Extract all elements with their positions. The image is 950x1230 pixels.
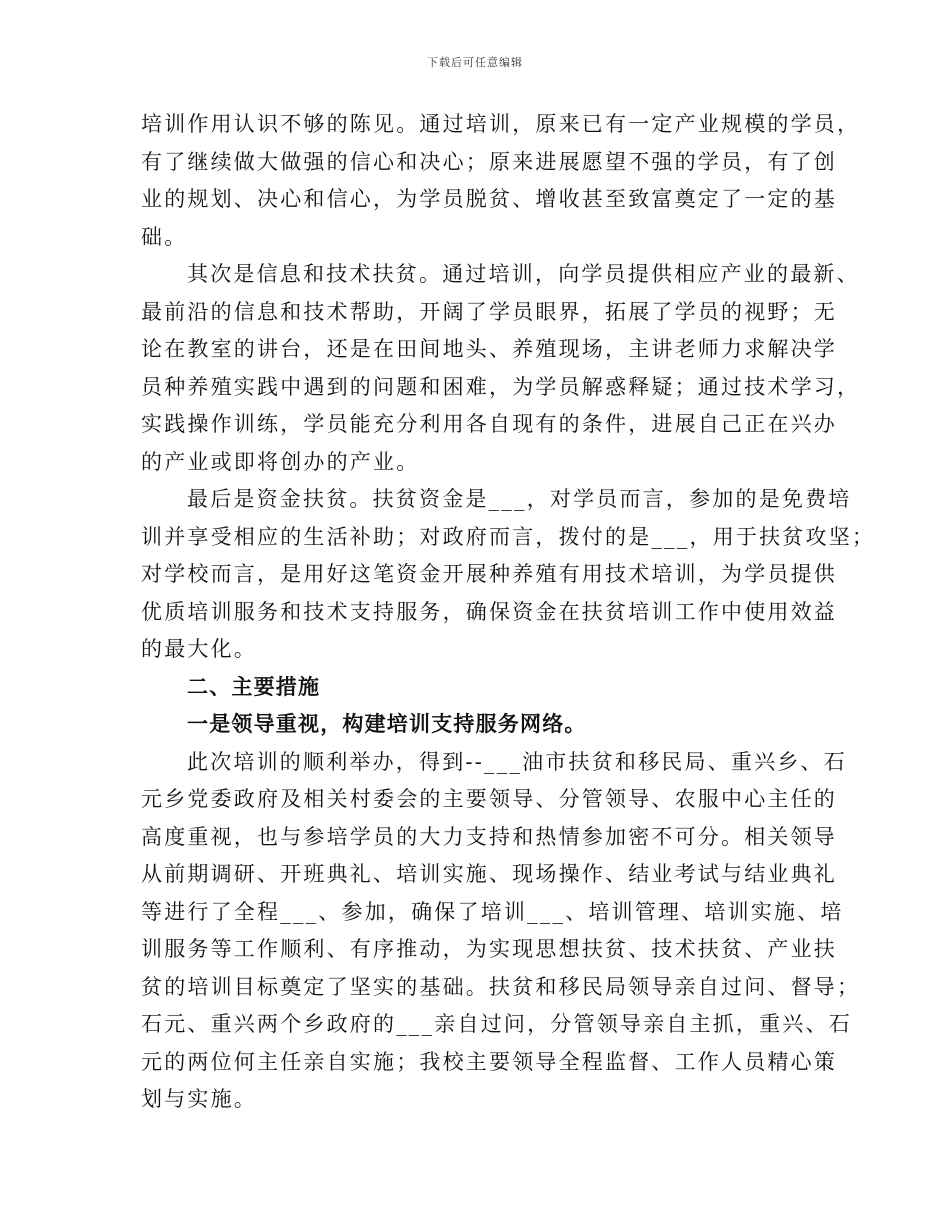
- text-line: 培训作用认识不够的陈见。通过培训，原来已有一定产业规模的学员，: [141, 112, 861, 136]
- subsection-heading: 一是领导重视，构建培训支持服务网络。: [187, 712, 587, 736]
- text-line: 础。: [141, 224, 188, 249]
- paragraph: [141, 256, 861, 481]
- text-line: 优质培训服务和技术支持服务，确保资金在扶贫培训工作中使用效益: [141, 599, 837, 624]
- text-line: 元的两位何主任亲自实施；我校主要领导全程监督、工作人员精心策: [141, 1049, 837, 1074]
- paragraph: [141, 744, 861, 1119]
- text-line: 的最大化。: [141, 637, 257, 661]
- text-line: 训并享受相应的生活补助；对政府而言，拨付的是___，用于扶贫攻坚；: [141, 524, 876, 549]
- text-line: 此次培训的顺利举办，得到--___油市扶贫和移民局、重兴乡、石: [187, 749, 847, 774]
- text-line: 论在教室的讲台，还是在田间地头、养殖现场，主讲老师力求解决学: [141, 337, 837, 361]
- text-line: 最后是资金扶贫。扶贫资金是___，对学员而言，参加的是免费培: [187, 487, 852, 511]
- text-line: 的产业或即将创办的产业。: [141, 449, 420, 474]
- text-line: 贫的培训目标奠定了坚实的基础。扶贫和移民局领导亲自过问、督导；: [141, 974, 861, 999]
- text-line: 其次是信息和技术扶贫。通过培训，向学员提供相应产业的最新、: [187, 262, 860, 286]
- section-heading: 二、主要措施: [187, 674, 321, 699]
- text-line: 元乡党委政府及相关村委会的主要领导、分管领导、农服中心主任的: [141, 787, 837, 811]
- text-line: 石元、重兴两个乡政府的___亲自过问，分管领导亲自主抓，重兴、石: [141, 1012, 852, 1036]
- text-line: 对学校而言，是用好这笔资金开展种养殖有用技术培训，为学员提供: [141, 562, 837, 586]
- document-body: [141, 106, 876, 1119]
- page-header: 下载后可任意编辑: [427, 56, 523, 69]
- paragraph: [141, 481, 876, 669]
- text-line: 最前沿的信息和技术帮助，开阔了学员眼界，拓展了学员的视野；无: [141, 299, 837, 324]
- text-line: 员种养殖实践中遇到的问题和困难，为学员解惑释疑；通过技术学习，: [141, 374, 861, 399]
- text-line: 划与实施。: [141, 1087, 257, 1111]
- text-line: 从前期调研、开班典礼、培训实施、现场操作、结业考试与结业典礼: [141, 862, 837, 886]
- text-line: 业的规划、决心和信心，为学员脱贫、增收甚至致富奠定了一定的基: [141, 187, 837, 211]
- paragraph: [141, 106, 861, 256]
- text-line: 训服务等工作顺利、有序推动，为实现思想扶贫、技术扶贫、产业扶: [141, 937, 837, 961]
- text-line: 实践操作训练，学员能充分利用各自现有的条件，进展自己正在兴办: [141, 412, 837, 436]
- text-line: 有了继续做大做强的信心和决心；原来进展愿望不强的学员，有了创: [141, 149, 837, 174]
- text-line: 高度重视，也与参培学员的大力支持和热情参加密不可分。相关领导: [141, 824, 837, 849]
- text-line: 等进行了全程___、参加，确保了培训___、培训管理、培训实施、培: [141, 899, 844, 924]
